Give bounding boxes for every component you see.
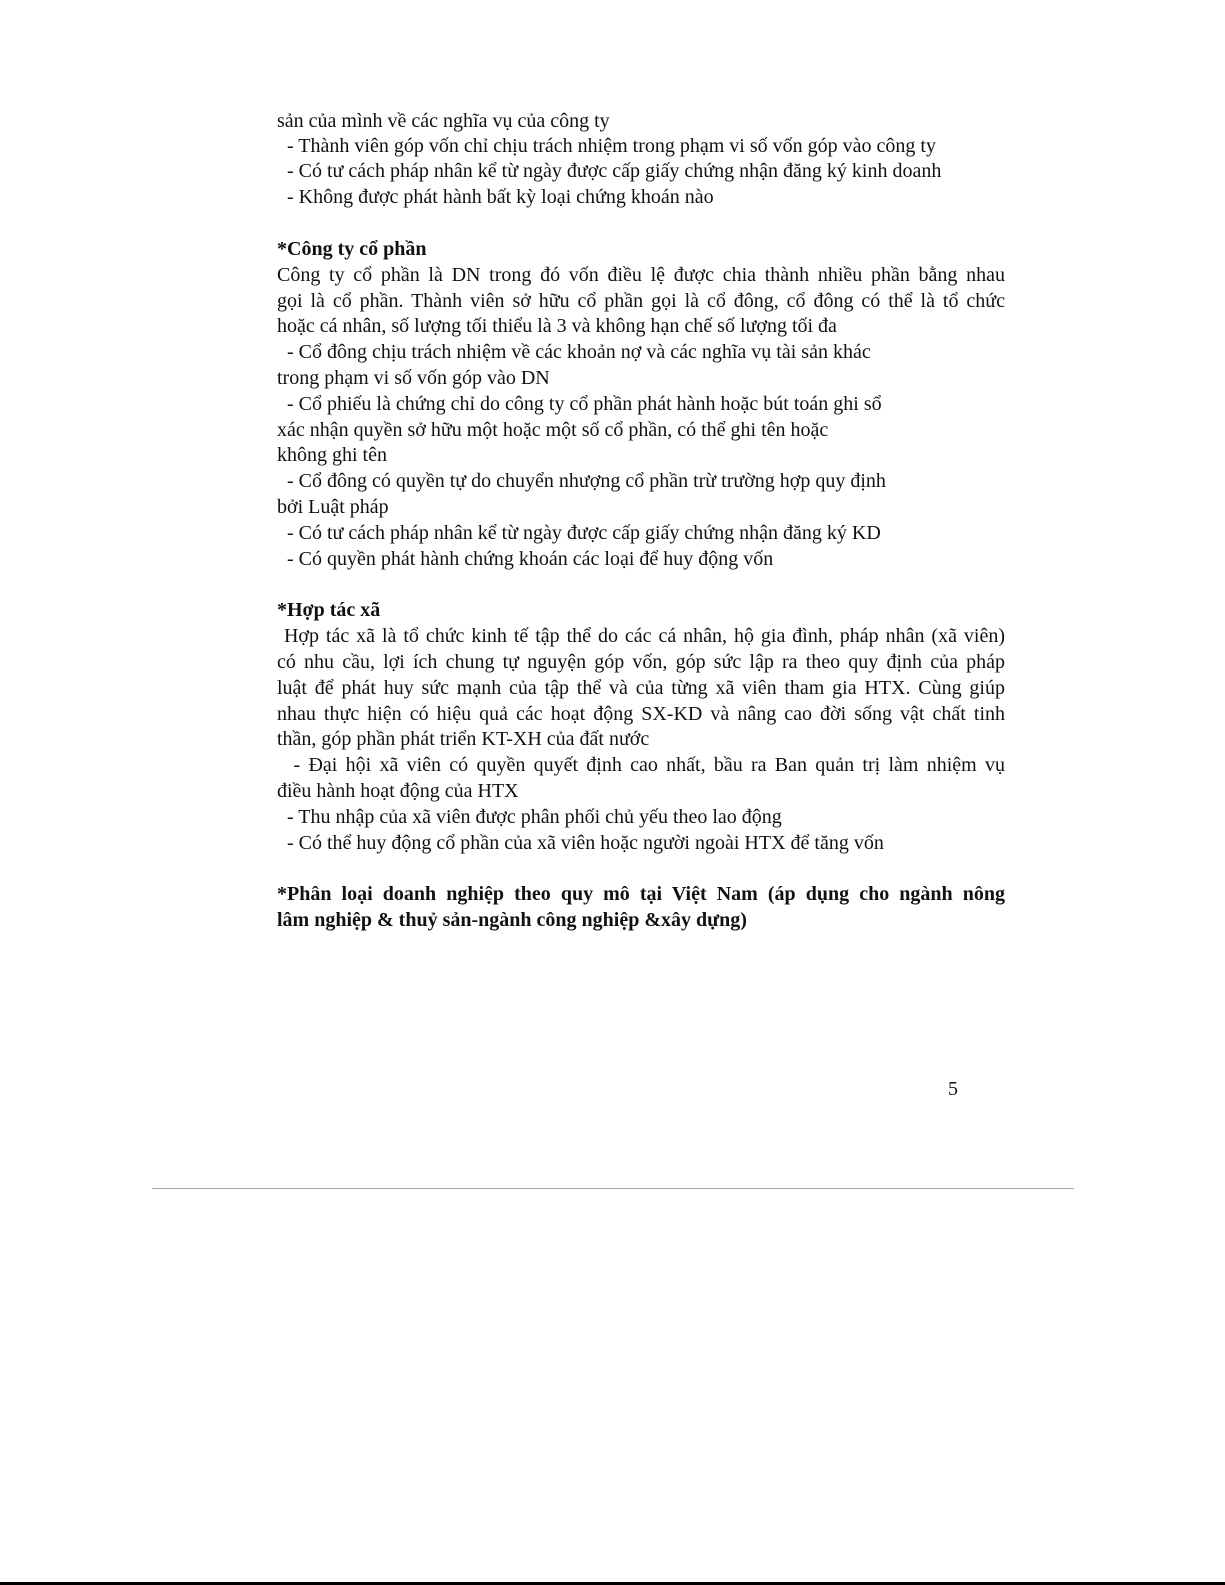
paragraph-line: hoặc cá nhân, số lượng tối thiểu là 3 và không hạn chế số lượng tối đa <box>277 315 837 337</box>
bullet-line: - Có quyền phát hành chứng khoán các loại để huy động vốn <box>277 548 774 570</box>
text-line: trong phạm vi số vốn góp vào DN <box>277 367 550 389</box>
bullet-line: - Có thể huy động cổ phần của xã viên hoặc người ngoài HTX để tăng vốn <box>277 832 884 854</box>
bullet-line: - Thành viên góp vốn chỉ chịu trách nhiệm trong phạm vi số vốn góp vào công ty <box>277 135 936 157</box>
section-heading-phan-loai-cont: lâm nghiệp & thuỷ sản-ngành công nghiệp &xây dựng) <box>277 909 747 931</box>
bullet-line: - Đại hội xã viên có quyền quyết định cao nhất, bầu ra Ban quản trị làm nhiệm vụ <box>277 754 1005 776</box>
paragraph-line: Hợp tác xã là tổ chức kinh tế tập thể do các cá nhân, hộ gia đình, pháp nhân (xã viên) <box>277 625 1005 647</box>
bullet-line: - Cổ đông có quyền tự do chuyển nhượng cổ phần trừ trường hợp quy định <box>277 470 886 492</box>
paragraph-line: Công ty cổ phần là DN trong đó vốn điều lệ được chia thành nhiều phần bằng nhau <box>277 264 1005 286</box>
bullet-line: - Thu nhập của xã viên được phân phối chủ yếu theo lao động <box>277 806 782 828</box>
section-heading-co-phan: *Công ty cổ phần <box>277 238 427 260</box>
page-separator <box>152 1188 1074 1189</box>
bullet-line: - Cổ phiếu là chứng chỉ do công ty cổ phần phát hành hoặc bút toán ghi sổ <box>277 393 882 415</box>
text-line: xác nhận quyền sở hữu một hoặc một số cổ phần, có thể ghi tên hoặc <box>277 419 829 441</box>
bullet-line: - Có tư cách pháp nhân kể từ ngày được cấp giấy chứng nhận đăng ký kinh doanh <box>277 160 942 182</box>
bullet-line: - Không được phát hành bất kỳ loại chứng khoán nào <box>277 186 714 208</box>
paragraph-line: thần, góp phần phát triển KT-XH của đất nước <box>277 728 650 750</box>
text-line: điều hành hoạt động của HTX <box>277 780 519 802</box>
text-line: không ghi tên <box>277 444 387 466</box>
page-number: 5 <box>948 1078 958 1100</box>
paragraph-line: có nhu cầu, lợi ích chung tự nguyện góp vốn, góp sức lập ra theo quy định của pháp <box>277 651 1005 673</box>
section-heading-phan-loai: *Phân loại doanh nghiệp theo quy mô tại Việt Nam (áp dụng cho ngành nông <box>277 883 1005 905</box>
paragraph-line: nhau thực hiện có hiệu quả các hoạt động SX-KD và nâng cao đời sống vật chất tinh <box>277 703 1005 725</box>
paragraph-line: luật để phát huy sức mạnh của tập thể và của từng xã viên tham gia HTX. Cùng giúp <box>277 677 1005 699</box>
section-heading-htx: *Hợp tác xã <box>277 599 381 621</box>
paragraph-line: gọi là cổ phần. Thành viên sở hữu cổ phần gọi là cổ đông, cổ đông có thể là tổ chức <box>277 290 1005 312</box>
text-line: bởi Luật pháp <box>277 496 389 518</box>
text-line: sản của mình về các nghĩa vụ của công ty <box>277 110 610 132</box>
bullet-line: - Cổ đông chịu trách nhiệm về các khoản nợ và các nghĩa vụ tài sản khác <box>277 341 871 363</box>
bullet-line: - Có tư cách pháp nhân kể từ ngày được cấp giấy chứng nhận đăng ký KD <box>277 522 881 544</box>
